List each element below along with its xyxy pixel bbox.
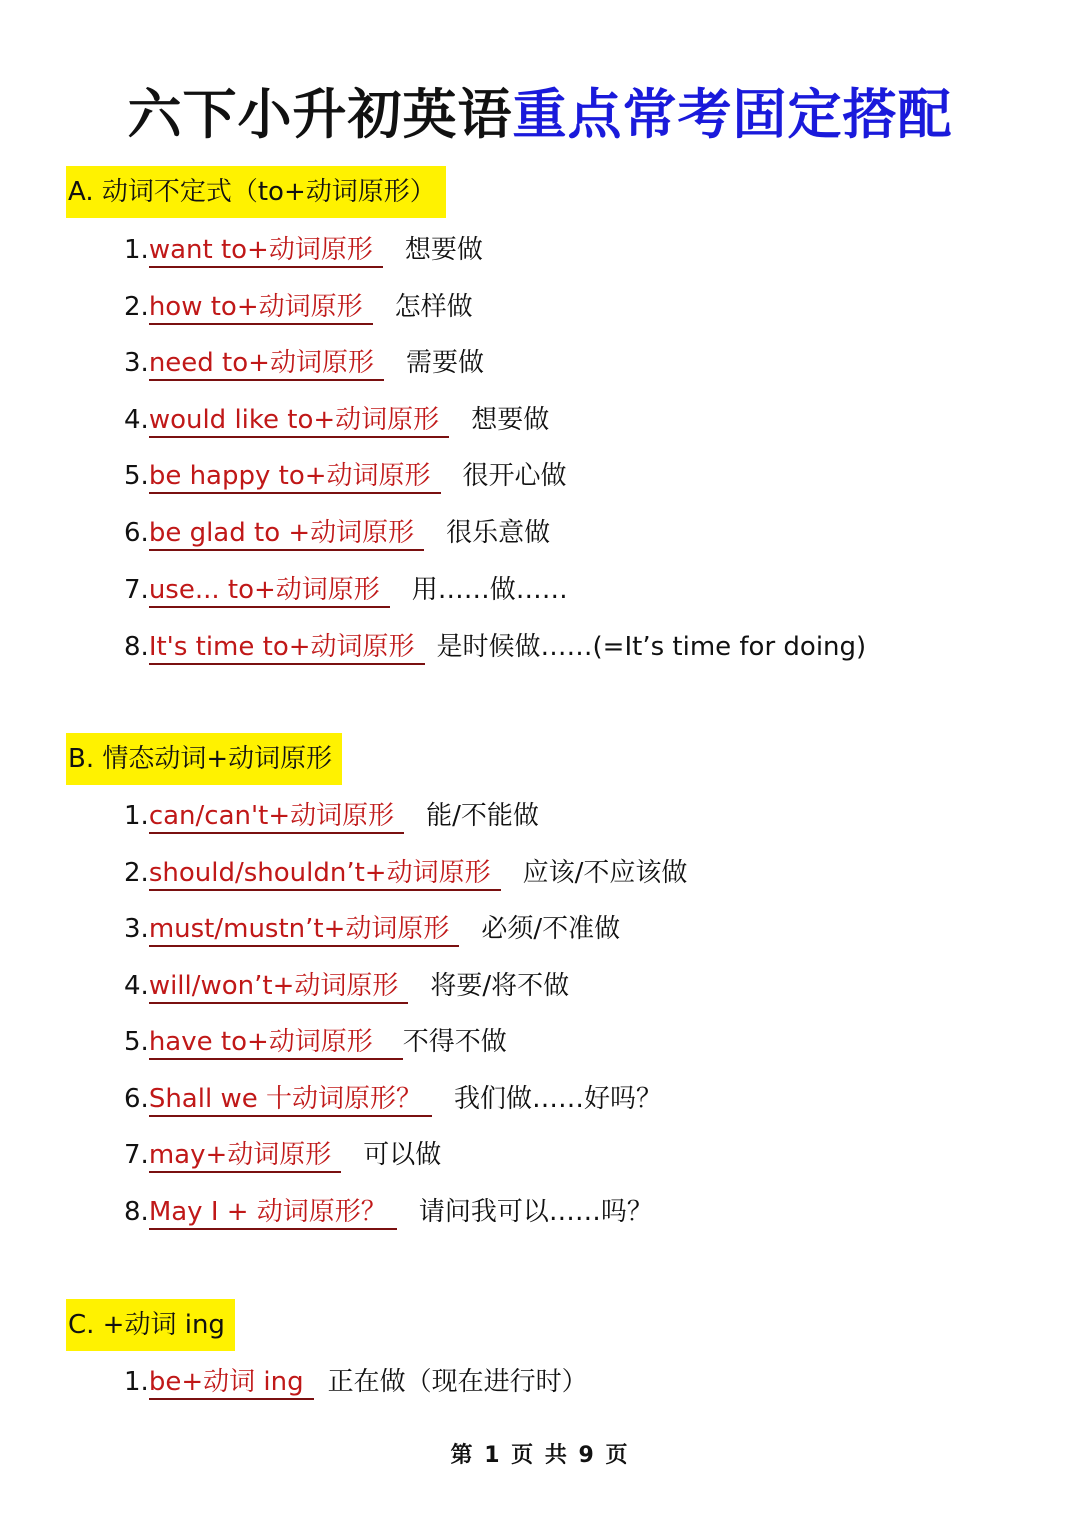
item-meaning: 想要做 [404, 235, 483, 265]
item-number: 5. [124, 461, 149, 491]
item-number: 8. [124, 1197, 149, 1227]
item-number: 8. [124, 632, 149, 662]
item-phrase: may+动词原形 [149, 1139, 341, 1173]
item-number: 1. [124, 235, 149, 265]
item-phrase: be glad to +动词原形 [149, 517, 424, 551]
item-meaning: 不得不做 [402, 1027, 507, 1057]
list-item [124, 1135, 441, 1175]
item-phrase: will/won’t+动词原形 [149, 970, 409, 1004]
item-number: 2. [124, 858, 149, 888]
list-item [124, 513, 550, 553]
item-phrase: use... to+动词原形 [149, 574, 390, 608]
list-item [124, 400, 549, 440]
list-item [124, 230, 483, 270]
item-phrase: have to+动词原形 [149, 1026, 403, 1060]
section-b-heading: B. 情态动词+动词原形 [66, 733, 342, 785]
item-phrase: be happy to+动词原形 [149, 460, 441, 494]
item-meaning: 应该/不应该做 [522, 858, 688, 888]
page-footer: 第 1 页 共 9 页 [450, 1443, 630, 1468]
title-part-1: 六下小升初英语 [127, 83, 513, 146]
item-number: 7. [124, 575, 149, 605]
item-meaning: 能/不能做 [426, 801, 539, 831]
item-number: 4. [124, 405, 149, 435]
list-item [124, 966, 569, 1006]
item-meaning: 想要做 [471, 405, 550, 435]
item-number: 2. [124, 292, 149, 322]
list-item [124, 909, 620, 949]
item-meaning: 是时候做……(=It’s time for doing) [436, 632, 867, 662]
item-phrase: would like to+动词原形 [149, 404, 449, 438]
item-meaning: 怎样做 [394, 292, 473, 322]
list-item [124, 1192, 653, 1232]
item-phrase: should/shouldn’t+动词原形 [149, 857, 501, 891]
list-item [124, 627, 866, 667]
item-number: 1. [124, 1367, 149, 1397]
list-item [124, 1079, 662, 1119]
item-meaning: 可以做 [363, 1140, 442, 1170]
item-phrase: how to+动词原形 [149, 291, 373, 325]
list-item [124, 570, 568, 610]
section-a-heading: A. 动词不定式（to+动词原形） [66, 166, 446, 218]
list-item [124, 1362, 588, 1402]
item-number: 5. [124, 1027, 149, 1057]
item-number: 6. [124, 518, 149, 548]
item-phrase: be+动词 ing [149, 1366, 314, 1400]
item-meaning: 需要做 [405, 348, 484, 378]
item-meaning: 很乐意做 [446, 518, 551, 548]
item-phrase: can/can't+动词原形 [149, 800, 404, 834]
title-part-2: 重点常考固定搭配 [512, 83, 953, 146]
item-meaning: 将要/将不做 [430, 971, 570, 1001]
page-title [0, 72, 1080, 149]
item-phrase: need to+动词原形 [149, 347, 384, 381]
item-meaning: 请问我可以……吗？ [418, 1197, 653, 1227]
list-item [124, 287, 473, 327]
list-item [124, 343, 484, 383]
item-number: 3. [124, 348, 149, 378]
item-number: 7. [124, 1140, 149, 1170]
section-c-heading: C. +动词 ing [66, 1299, 235, 1351]
item-meaning: 必须/不准做 [481, 914, 621, 944]
item-number: 1. [124, 801, 149, 831]
list-item [124, 853, 687, 893]
item-meaning: 用……做…… [411, 575, 568, 605]
item-phrase: must/mustn’t+动词原形 [149, 913, 460, 947]
item-phrase: It's time to+动词原形 [149, 631, 425, 665]
item-number: 4. [124, 971, 149, 1001]
item-meaning: 正在做（现在进行时） [327, 1367, 588, 1397]
list-item [124, 456, 567, 496]
item-number: 3. [124, 914, 149, 944]
item-phrase: Shall we 十动词原形？ [149, 1083, 432, 1117]
item-number: 6. [124, 1084, 149, 1114]
item-meaning: 我们做……好吗？ [453, 1084, 662, 1114]
list-item [124, 1022, 507, 1062]
item-phrase: May I + 动词原形？ [149, 1196, 397, 1230]
list-item [124, 796, 539, 836]
item-meaning: 很开心做 [462, 461, 567, 491]
item-phrase: want to+动词原形 [149, 234, 383, 268]
